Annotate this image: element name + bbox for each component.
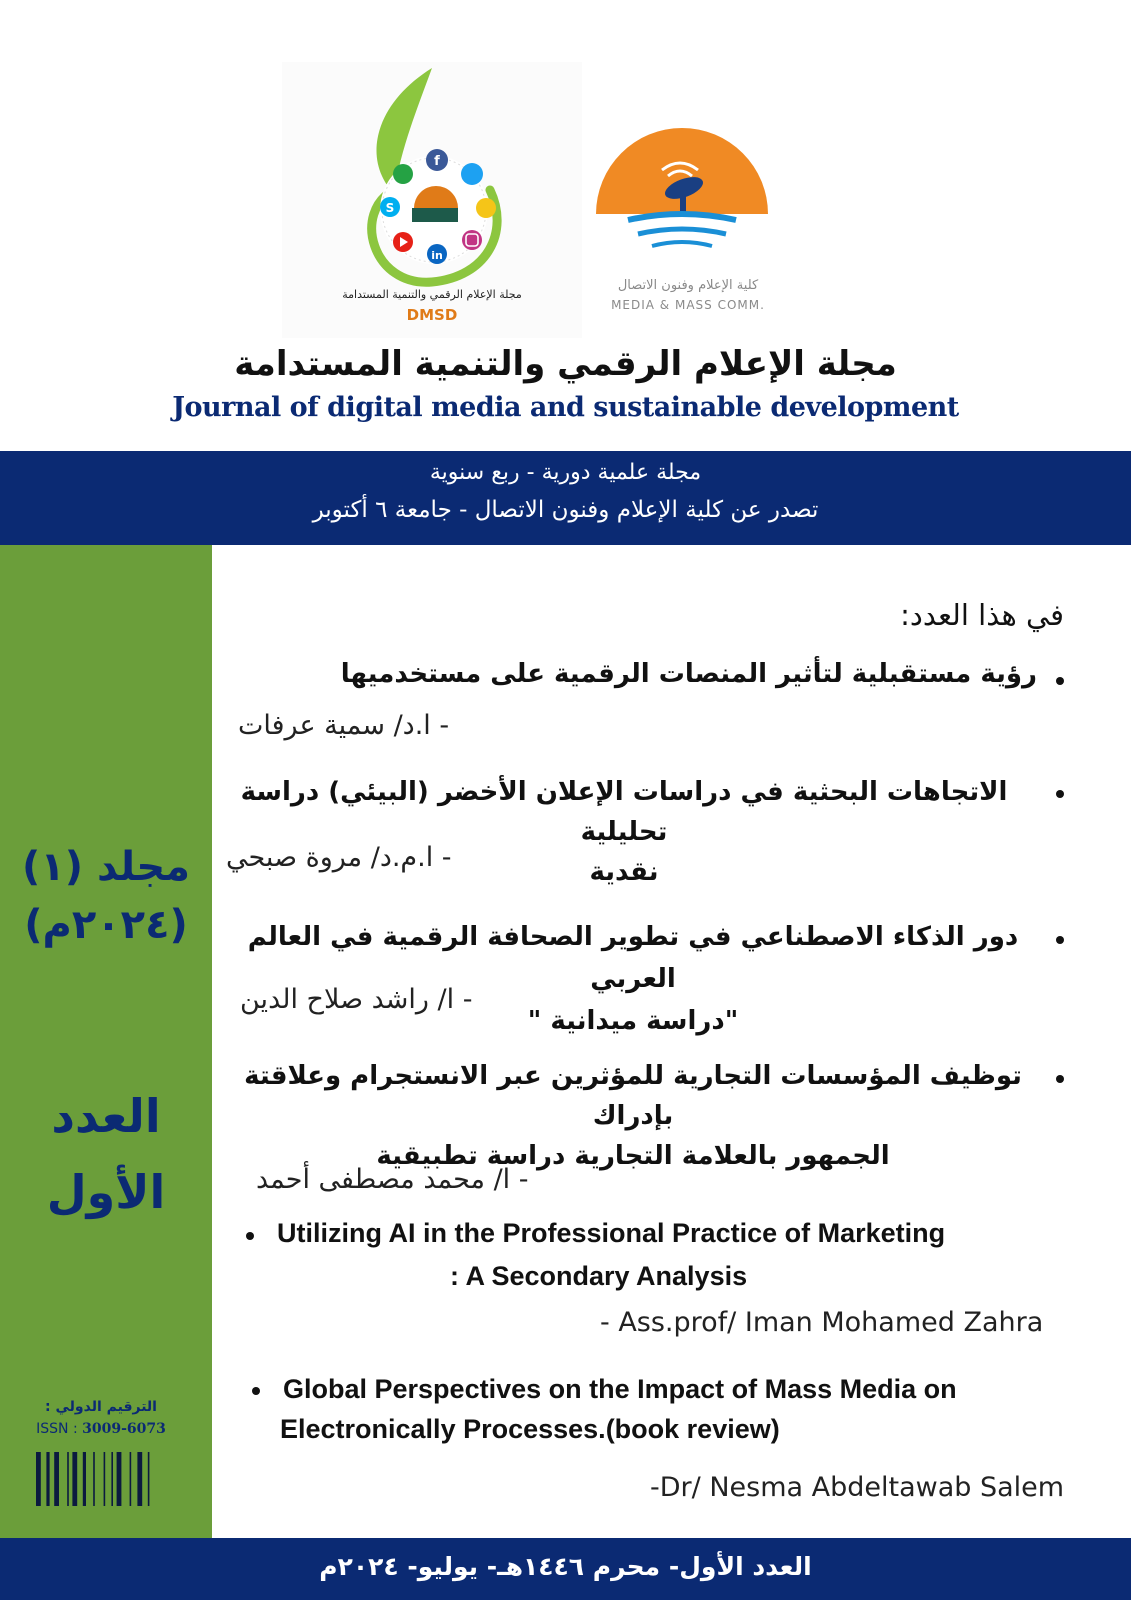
article-author: - ا.د/ سمية عرفات [238,710,450,741]
barcode-bar [46,1452,49,1506]
barcode-bar [54,1452,59,1506]
issn-label: الترقيم الدولي : [45,1399,157,1415]
article-author-en: -Dr/ Nesma Abdeltawab Salem [650,1472,1065,1503]
barcode-icon [36,1452,168,1506]
barcode-bar [93,1452,95,1506]
article-title [220,1056,1046,1176]
barcode-bar [117,1452,122,1506]
article-title-line: توظيف المؤسسات التجارية للمؤثرين عبر الانستجرام وعلاقتة بإدراك [244,1061,1022,1131]
barcode-bar [137,1452,142,1506]
issn-prefix: ISSN : [36,1421,83,1437]
side-panel [0,545,212,1538]
barcode-bar [148,1452,150,1506]
twitter-icon [461,163,483,185]
issue-ordinal: الأول [46,1165,166,1219]
article-title-en: Electronically Processes.(book review) [280,1414,780,1444]
barcode-bar [67,1452,69,1506]
barcode-bar [72,1452,77,1506]
article-author: - ا/ راشد صلاح الدين [240,984,473,1015]
snapchat-icon [476,198,496,218]
article-title [220,916,1046,1042]
article-title: رؤية مستقبلية لتأثير المنصات الرقمية على مستخدميها [340,659,1037,689]
volume-number: مجلد (١) [22,844,190,890]
volume-label [0,838,212,954]
article-title-line: دور الذكاء الاصطناعي في تطوير الصحافة الرقمية في العالم العربي [247,922,1019,994]
volume-year: (٢٠٢٤م) [24,902,188,948]
journal-logo [282,62,582,338]
instagram-icon [462,230,482,250]
barcode-bar [83,1452,86,1506]
bullet-icon [252,1387,260,1395]
article-title-line: الاتجاهات البحثية في دراسات الإعلان الأخضر (البيئي) دراسة تحليلية [240,777,1008,847]
article-title-en: : A Secondary Analysis [450,1261,748,1291]
svg-text:S: S [385,201,395,215]
journal-title-en: Journal of digital media and sustainable development [172,392,959,423]
issue-word: العدد [51,1089,161,1143]
article-title-line: الجمهور بالعلامة التجارية دراسة تطبيقية [376,1141,890,1171]
journal-abbreviation: DMSD [406,306,458,324]
issue-label [0,1078,212,1230]
article-author-en: - Ass.prof/ Iman Mohamed Zahra [600,1307,1044,1338]
barcode-bar [104,1452,106,1506]
issn-value: 3009-6073 [82,1421,166,1437]
faculty-logo [588,118,788,328]
faculty-name-en: MEDIA & MASS COMM. [611,298,765,312]
faculty-name-ar: كلية الإعلام وفنون الاتصال [617,278,759,293]
journal-emblem-graphic [282,62,582,288]
article-author: - ا.م.د/ مروة صبحي [226,842,452,873]
article-author: - ا/ محمد مصطفى أحمد [256,1164,529,1195]
barcode-bar [111,1452,113,1506]
university-building-icon [412,208,458,222]
issn-number [0,1421,202,1437]
article-title-line: نقدية [589,857,659,887]
bullet-icon [1056,790,1064,798]
faculty-emblem-graphic [588,118,788,268]
svg-text:f: f [434,154,440,169]
barcode-bar [36,1452,41,1506]
journal-title-ar: مجلة الإعلام الرقمي والتنمية المستدامة [234,344,897,384]
article-title-en: Global Perspectives on the Impact of Mass Media on [283,1374,957,1404]
wave-line [628,214,736,220]
article-title-en: Utilizing AI in the Professional Practice of Marketing [277,1218,946,1248]
bullet-icon [1056,936,1064,944]
svg-text:in: in [431,249,443,262]
contents-heading: في هذا العدد: [900,598,1064,632]
journal-logo-caption: مجلة الإعلام الرقمي والتنمية المستدامة [342,288,522,301]
bullet-icon [1056,1075,1064,1083]
issue-date: العدد الأول- محرم ١٤٤٦هـ- يوليو- ٢٠٢٤م [319,1552,812,1581]
whatsapp-icon [393,164,413,184]
wave-line [652,242,712,246]
barcode-bar [130,1452,132,1506]
publisher-text: تصدر عن كلية الإعلام وفنون الاتصال - جامعة ٦ أكتوبر [312,497,819,523]
wave-line [638,229,726,234]
article-title-line: "دراسة ميدانية " [527,1006,739,1036]
bullet-icon [1056,677,1064,685]
periodicity-text: مجلة علمية دورية - ربع سنوية [429,460,702,485]
article-title [220,772,1028,892]
bullet-icon [246,1232,254,1240]
